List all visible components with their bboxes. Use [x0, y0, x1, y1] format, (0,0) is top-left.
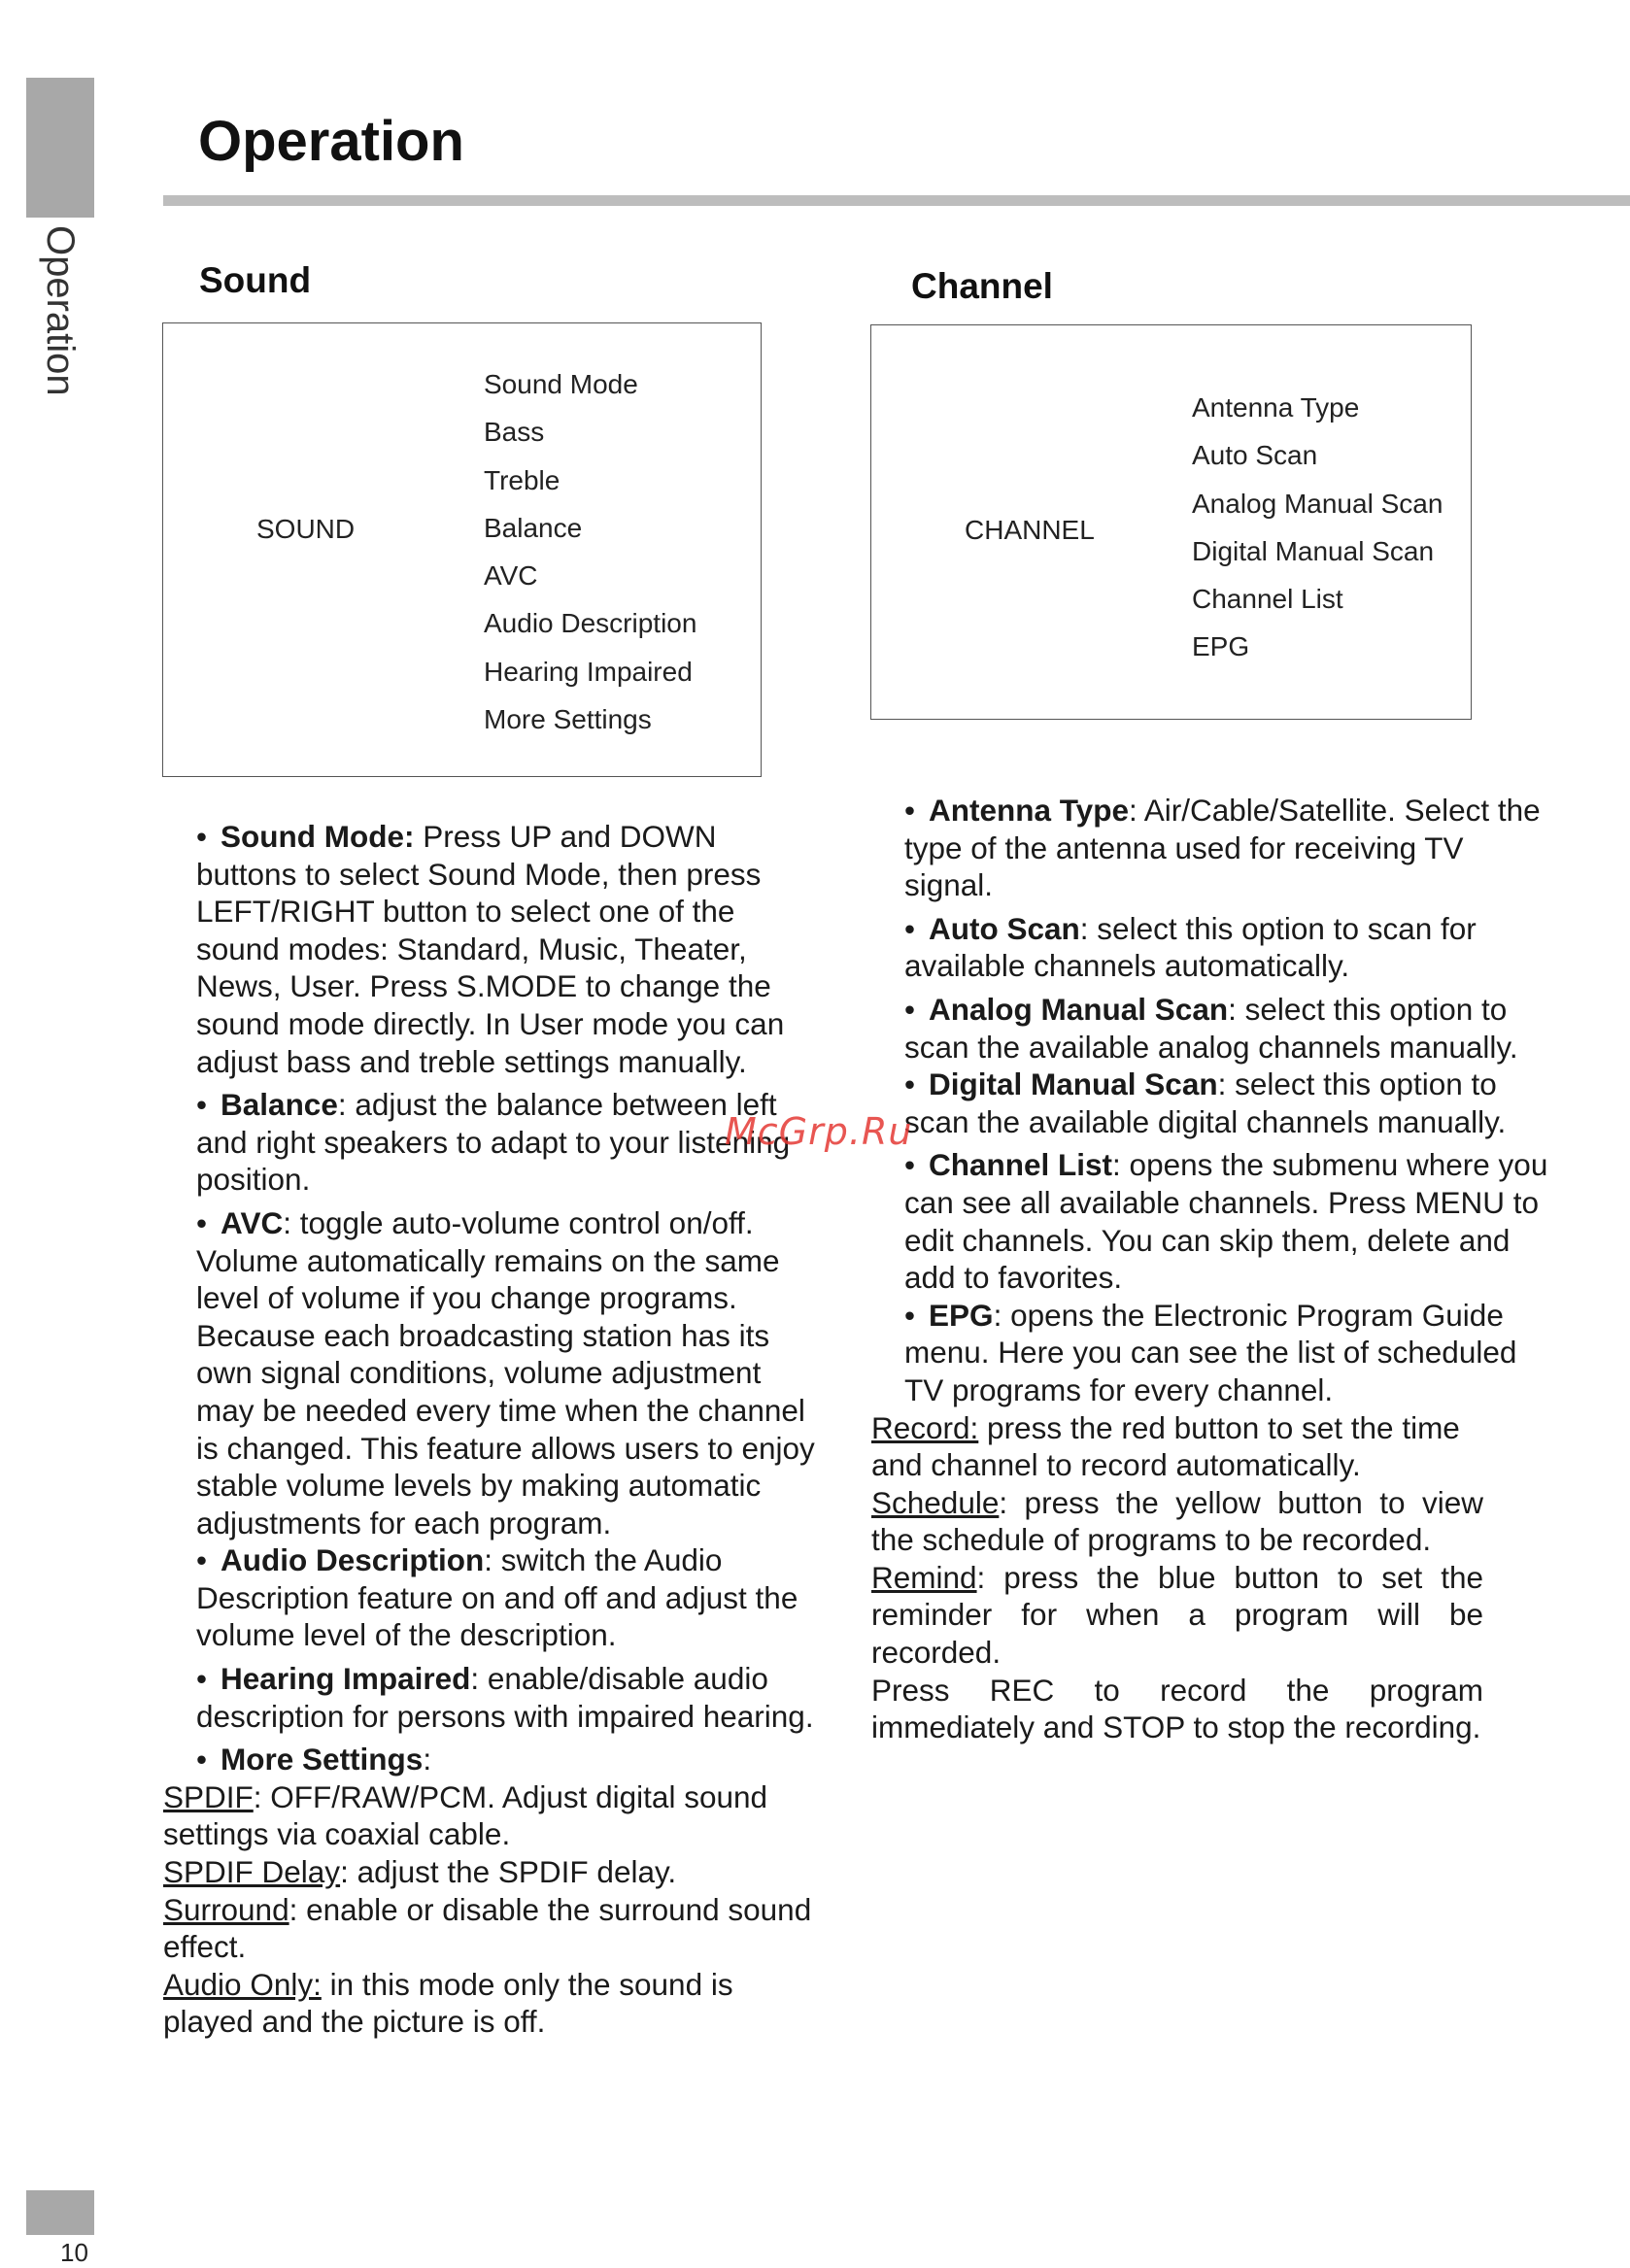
auto-scan-description	[871, 910, 1551, 985]
sound-menu-item: Audio Description	[484, 608, 697, 639]
definition: : adjust the balance between left and right speakers to adapt to your listening position.	[196, 1087, 791, 1198]
page-number-tab	[26, 2190, 94, 2235]
channel-descriptions	[871, 792, 1551, 1746]
channel-menu-item: Digital Manual Scan	[1192, 535, 1435, 566]
term: Digital Manual Scan	[929, 1066, 1218, 1102]
term: Hearing Impaired	[221, 1661, 471, 1697]
definition: : press the blue button to set the reminder for when a program will be recorded.	[871, 1559, 1483, 1671]
analog-manual-scan-description	[871, 991, 1551, 1066]
term: AVC	[221, 1204, 284, 1240]
spdif-description	[163, 1778, 820, 1853]
definition: : press the yellow button to view the schedule of programs to be recorded.	[871, 1484, 1483, 1558]
definition: : enable or disable the surround sound effect.	[163, 1891, 812, 1965]
channel-menu-name: CHANNEL	[965, 515, 1095, 545]
term: Remind	[871, 1559, 977, 1595]
sound-menu-item: Treble	[484, 464, 560, 495]
avc-description	[163, 1204, 820, 1541]
remind-description	[871, 1559, 1483, 1672]
definition: : Air/Cable/Satellite. Select the type of the antenna used for receiving TV signal.	[904, 793, 1541, 903]
definition: : toggle auto-volume control on/off. Volume automatically remains on the same level of volume if you change programs. Because each broadcasting station has its own signal conditions, volume adjustment may be needed every time when the channel is changed. This feature allows users to enjoy stable volume levels by making automatic adjustments for each program.	[196, 1204, 815, 1540]
hearing-impaired-description	[163, 1660, 820, 1735]
term: Schedule	[871, 1484, 1000, 1520]
term: Surround	[163, 1891, 289, 1927]
balance-description	[163, 1086, 820, 1199]
antenna-type-description	[871, 792, 1551, 904]
definition: : opens the submenu where you can see all available channels. Press MENU to edit channels. You can skip them, delete and add to favorites.	[904, 1147, 1548, 1296]
term: Balance	[221, 1087, 338, 1123]
term: More Settings	[221, 1742, 424, 1777]
schedule-description	[871, 1484, 1483, 1559]
channel-list-description	[871, 1146, 1551, 1296]
surround-description	[163, 1891, 820, 1966]
channel-menu-item: Analog Manual Scan	[1192, 488, 1443, 519]
sound-section-title: Sound	[199, 260, 312, 300]
definition: :	[423, 1742, 432, 1777]
rec-note: Press REC to record the program immediately and STOP to stop the recording.	[871, 1672, 1483, 1745]
more-settings-heading	[163, 1741, 820, 1778]
sound-menu-item: Hearing Impaired	[484, 656, 693, 687]
term: SPDIF	[163, 1778, 254, 1814]
definition: : select this option to scan the available analog channels manually.	[904, 991, 1518, 1065]
term: Record:	[871, 1409, 979, 1445]
term: Sound Mode:	[221, 819, 415, 854]
audio-only-description	[163, 1966, 820, 2041]
definition: : select this option to scan for available channels automatically.	[904, 910, 1477, 984]
title-divider	[163, 195, 1630, 206]
side-tab-label: Operation	[39, 225, 82, 396]
channel-menu-box	[870, 324, 1472, 720]
audio-description-description	[163, 1541, 820, 1654]
channel-menu-item: Auto Scan	[1192, 440, 1318, 471]
definition: Press UP and DOWN buttons to select Sound Mode, then press LEFT/RIGHT button to select one of the sound modes: Standard, Music, Theater, News, User. Press S.MODE to change the sound mode directly. In User mode you can adjust bass and treble settings manually.	[196, 819, 785, 1079]
channel-menu-item: EPG	[1192, 631, 1250, 662]
digital-manual-scan-description	[871, 1066, 1551, 1140]
sound-mode-description	[163, 818, 820, 1080]
record-description	[871, 1409, 1483, 1484]
term: Audio Description	[221, 1542, 485, 1578]
term: Auto Scan	[929, 910, 1080, 946]
definition: press the red button to set the time and channel to record automatically.	[871, 1409, 1460, 1483]
term: EPG	[929, 1297, 994, 1333]
definition: : enable/disable audio description for persons with impaired hearing.	[196, 1661, 814, 1734]
sound-menu-list	[484, 360, 696, 743]
channel-menu-item: Antenna Type	[1192, 392, 1360, 423]
definition: : switch the Audio Description feature on and off and adjust the volume level of the description.	[196, 1542, 798, 1653]
definition: : select this option to scan the available digital channels manually.	[904, 1066, 1507, 1139]
watermark-text: McGrp.Ru	[725, 1110, 913, 1153]
definition: : OFF/RAW/PCM. Adjust digital sound settings via coaxial cable.	[163, 1778, 768, 1852]
channel-menu-list	[1192, 384, 1443, 671]
term: Antenna Type	[929, 793, 1129, 828]
sound-menu-item: AVC	[484, 560, 538, 592]
sound-descriptions	[163, 818, 820, 2041]
channel-menu-item: Channel List	[1192, 584, 1343, 615]
term: SPDIF Delay	[163, 1854, 341, 1890]
sound-menu-box	[162, 322, 762, 777]
spdif-delay-description	[163, 1853, 820, 1891]
definition: : adjust the SPDIF delay.	[340, 1854, 677, 1890]
sound-menu-item: Balance	[484, 512, 583, 543]
epg-description	[871, 1297, 1551, 1409]
term: Channel List	[929, 1147, 1113, 1183]
sound-menu-name: SOUND	[256, 514, 356, 544]
side-tab-marker	[26, 78, 94, 218]
term: Audio Only:	[163, 1966, 322, 2002]
sound-menu-item: More Settings	[484, 704, 652, 735]
sound-menu-item: Sound Mode	[484, 369, 638, 399]
term: Analog Manual Scan	[929, 991, 1229, 1027]
sound-menu-item: Bass	[484, 417, 545, 448]
page-title: Operation	[198, 110, 464, 173]
definition: in this mode only the sound is played and the picture is off.	[163, 1966, 733, 2040]
channel-section-title: Channel	[911, 266, 1053, 306]
page-number: 10	[60, 2238, 88, 2267]
definition: : opens the Electronic Program Guide menu. Here you can see the list of scheduled TV programs for every channel.	[904, 1297, 1517, 1407]
